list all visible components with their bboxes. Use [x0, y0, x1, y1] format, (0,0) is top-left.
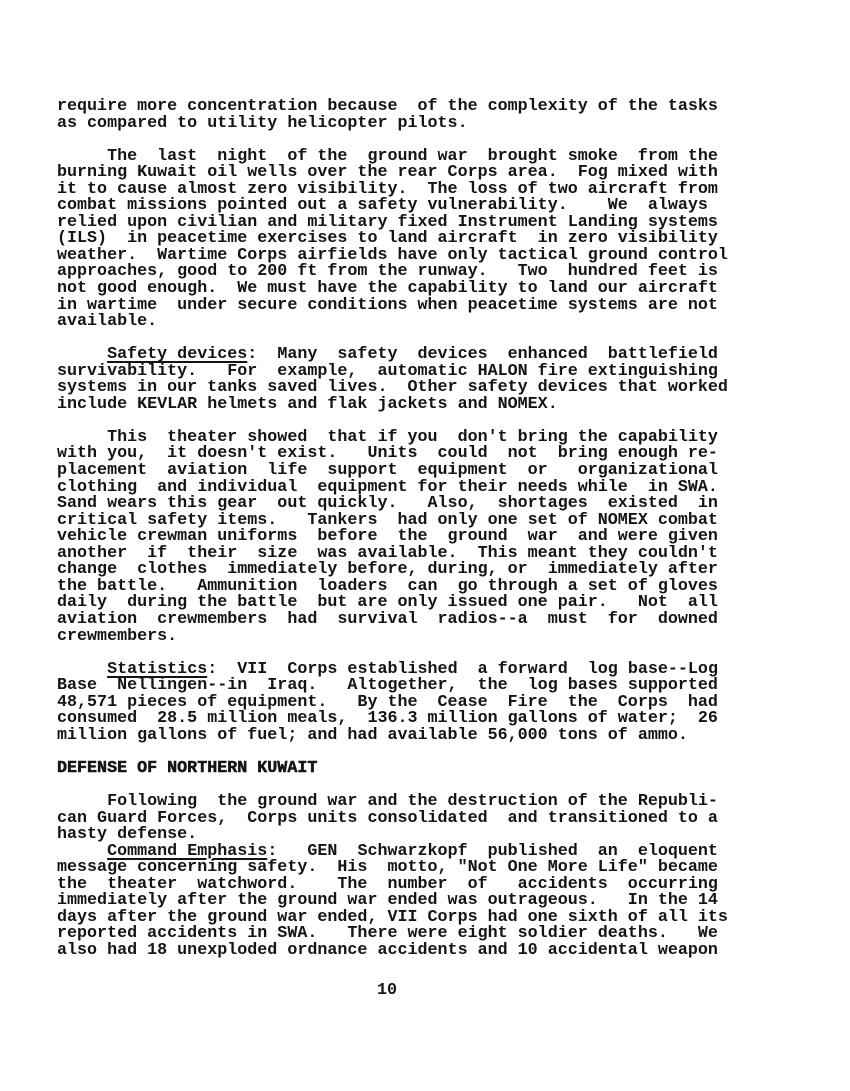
text-line: reported accidents in SWA. There were eight soldier deaths. We — [57, 924, 718, 944]
document-text-block — [57, 99, 850, 959]
text-line: This theater showed that if you don't bring the capability — [57, 427, 718, 447]
text-line: another if their size was available. This meant they couldn't — [57, 543, 718, 563]
text-line: combat missions pointed out a safety vulnerability. We always — [57, 196, 708, 216]
text-line: vehicle crewman uniforms before the ground war and were given — [57, 527, 718, 547]
text-line: change clothes immediately before, during, or immediately after — [57, 560, 718, 580]
text-line: survivability. For example, automatic HALON fire extinguishing — [57, 361, 718, 381]
text-line: include KEVLAR helmets and flak jackets and NOMEX. — [57, 394, 558, 414]
text-line: with you, it doesn't exist. Units could not bring enough re- — [57, 444, 718, 464]
text-line: Following the ground war and the destruction of the Republi- — [57, 791, 718, 811]
text-line: as compared to utility helicopter pilots. — [57, 113, 468, 133]
text-line: daily during the battle but are only issued one pair. Not all — [57, 593, 718, 613]
text-line: can Guard Forces, Corps units consolidated and transitioned to a — [57, 808, 718, 828]
text-line: clothing and individual equipment for their needs while in SWA. — [57, 477, 718, 497]
underlined-label: Statistics — [107, 659, 208, 679]
text-line: also had 18 unexploded ordnance accidents and 10 accidental weapon — [57, 940, 718, 960]
text-line: aviation crewmembers had survival radios--a must for downed — [57, 609, 718, 629]
text-line: The last night of the ground war brought smoke from the — [57, 146, 718, 166]
text-line: weather. Wartime Corps airfields have only tactical ground control — [57, 245, 728, 265]
text-line: crewmembers. — [57, 626, 178, 646]
text-line: days after the ground war ended, VII Corps had one sixth of all its — [57, 907, 728, 927]
text-line: relied upon civilian and military fixed Instrument Landing systems — [57, 212, 718, 232]
text-line: it to cause almost zero visibility. The loss of two aircraft from — [57, 179, 718, 199]
text-line: message concerning safety. His motto, "Not One More Life" became — [57, 858, 718, 878]
text-line: consumed 28.5 million meals, 136.3 million gallons of water; 26 — [57, 709, 718, 729]
text-line: placement aviation life support equipment or organizational — [57, 461, 718, 481]
text-line: critical safety items. Tankers had only one set of NOMEX combat — [57, 510, 718, 530]
underlined-label: Safety devices — [107, 345, 248, 365]
text-line: systems in our tanks saved lives. Other safety devices that worked — [57, 378, 728, 398]
section-heading: DEFENSE OF NORTHERN KUWAIT — [57, 758, 318, 778]
text-line: (ILS) in peacetime exercises to land aircraft in zero visibility — [57, 229, 718, 249]
underlined-label: Command Emphasis — [107, 841, 268, 861]
text-line: in wartime under secure conditions when peacetime systems are not — [57, 295, 718, 315]
text-line: Sand wears this gear out quickly. Also, shortages existed in — [57, 494, 718, 514]
text-line: immediately after the ground war ended was outrageous. In the 14 — [57, 891, 718, 911]
text-line: require more concentration because of the complexity of the tasks — [57, 97, 718, 116]
text-line: million gallons of fuel; and had available 56,000 tons of ammo. — [57, 725, 688, 745]
text-line: available. — [57, 312, 158, 332]
text-segment: : Many safety devices enhanced battlefield — [247, 345, 718, 365]
text-line: not good enough. We must have the capability to land our aircraft — [57, 279, 718, 299]
text-line: 48,571 pieces of equipment. By the Cease Fire the Corps had — [57, 692, 718, 712]
text-line: burning Kuwait oil wells over the rear Corps area. Fog mixed with — [57, 163, 718, 183]
text-line: hasty defense. — [57, 825, 198, 845]
text-line: the battle. Ammunition loaders can go through a set of gloves — [57, 576, 718, 596]
text-segment: : GEN Schwarzkopf published an eloquent — [267, 841, 718, 861]
text-line: the theater watchword. The number of accidents occurring — [57, 874, 718, 894]
text-line: Base Nellingen--in Iraq. Altogether, the log bases supported — [57, 676, 718, 696]
text-segment: : VII Corps established a forward log base--Log — [207, 659, 718, 679]
page-number: 10 — [377, 981, 398, 1001]
text-line: approaches, good to 200 ft from the runway. Two hundred feet is — [57, 262, 718, 282]
